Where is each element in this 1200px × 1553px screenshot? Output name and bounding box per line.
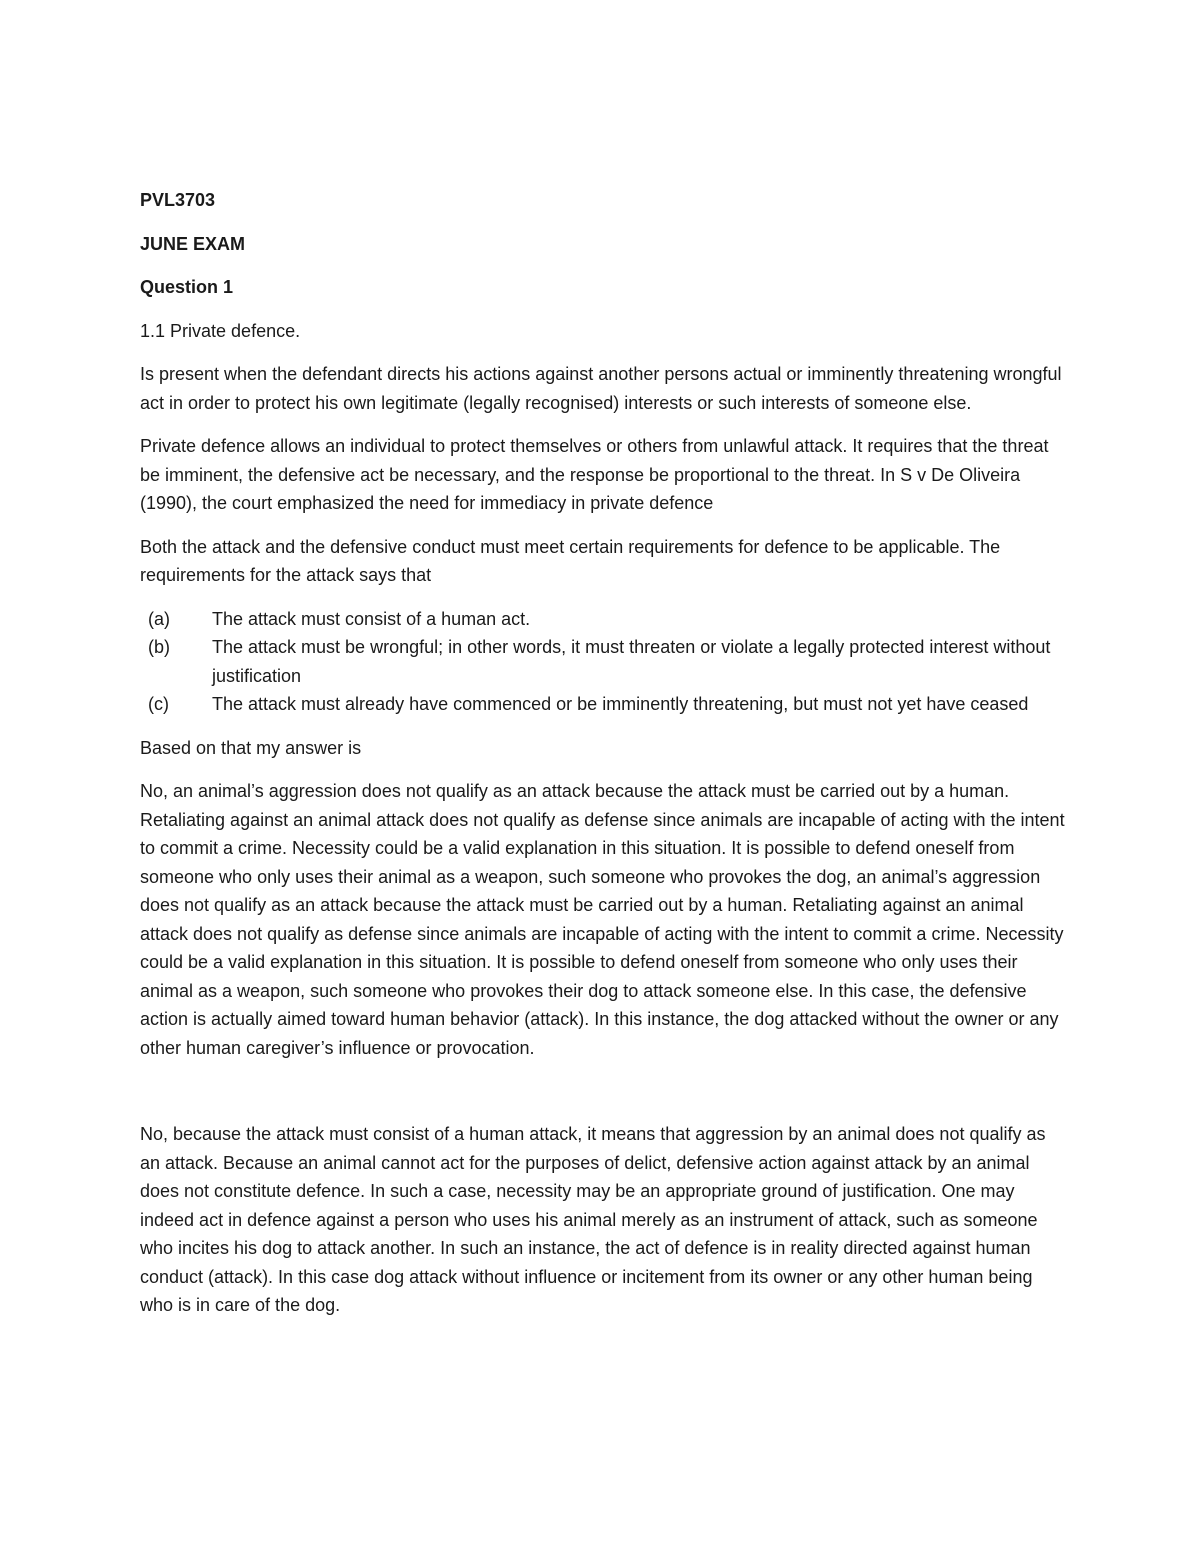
document-body [140, 186, 1070, 1335]
paragraph-requirements-overview: Private defence allows an individual to protect themselves or others from unlawful attack. It requires that the threat be imminent, the defensive act be necessary, and the response be proportional to the threat. In S v De Oliveira (1990), the court emphasized the need for immediacy in private defence [140, 436, 1049, 513]
question-heading: Question 1 [140, 277, 234, 297]
answer-paragraph-2: No, because the attack must consist of a human attack, it means that aggression by an animal does not qualify as an attack. Because an animal cannot act for the purposes of delict, defensive action against attack by an animal does not constitute defence. In such a case, necessity may be an appropriate ground of justification. One may indeed act in defence against a person who uses his animal merely as an instrument of attack, such as someone who incites his dog to attack another. In such an instance, the act of defence is in reality directed against human conduct (attack). In this case dog attack without influence or incitement from its owner or any other human being who is in care of the dog. [140, 1124, 1046, 1315]
course-code: PVL3703 [140, 190, 216, 210]
list-item [140, 633, 1070, 690]
blank-line [140, 1077, 1070, 1120]
exam-title: JUNE EXAM [140, 233, 246, 254]
list-marker: (a) [148, 608, 170, 629]
answer-intro: Based on that my answer is [140, 737, 362, 758]
list-marker: (b) [148, 637, 170, 657]
requirements-list [140, 605, 1070, 719]
list-marker: (c) [148, 694, 169, 714]
paragraph-attack-intro: Both the attack and the defensive conduct must meet certain requirements for defence to be applicable. The requirements for the attack says that [140, 536, 1001, 585]
answer-paragraph-1: No, an animal’s aggression does not qualify as an attack because the attack must be carried out by a human. Retaliating against an animal attack does not qualify as defense since animals are incapable of acting with the intent to commit a crime. Necessity could be a valid explanation in this situation. It is possible to defend oneself from someone who only uses their animal as a weapon, such someone who provokes the dog, an animal’s aggression does not qualify as an attack because the attack must be carried out by a human. Retaliating against an animal attack does not qualify as defense since animals are incapable of acting with the intent to commit a crime. Necessity could be a valid explanation in this situation. It is possible to defend oneself from someone who only uses their animal as a weapon, such someone who provokes their dog to attack someone else. In this case, the defensive action is actually aimed toward human behavior (attack). In this instance, the dog attacked without the owner or any other human caregiver’s influence or provocation. [140, 781, 1065, 1058]
list-item-text: The attack must be wrongful; in other words, it must threaten or violate a legally protected interest without justification [212, 637, 1051, 686]
list-item-text: The attack must consist of a human act. [212, 608, 531, 629]
list-item [140, 605, 1070, 634]
list-item-text: The attack must already have commenced or be imminently threatening, but must not yet have ceased [212, 694, 1029, 714]
section-title: 1.1 Private defence. [140, 320, 301, 341]
list-item [140, 690, 1070, 719]
paragraph-definition: Is present when the defendant directs his actions against another persons actual or imminently threatening wrongful act in order to protect his own legitimate (legally recognised) interests or such interests of someone else. [140, 364, 1062, 413]
